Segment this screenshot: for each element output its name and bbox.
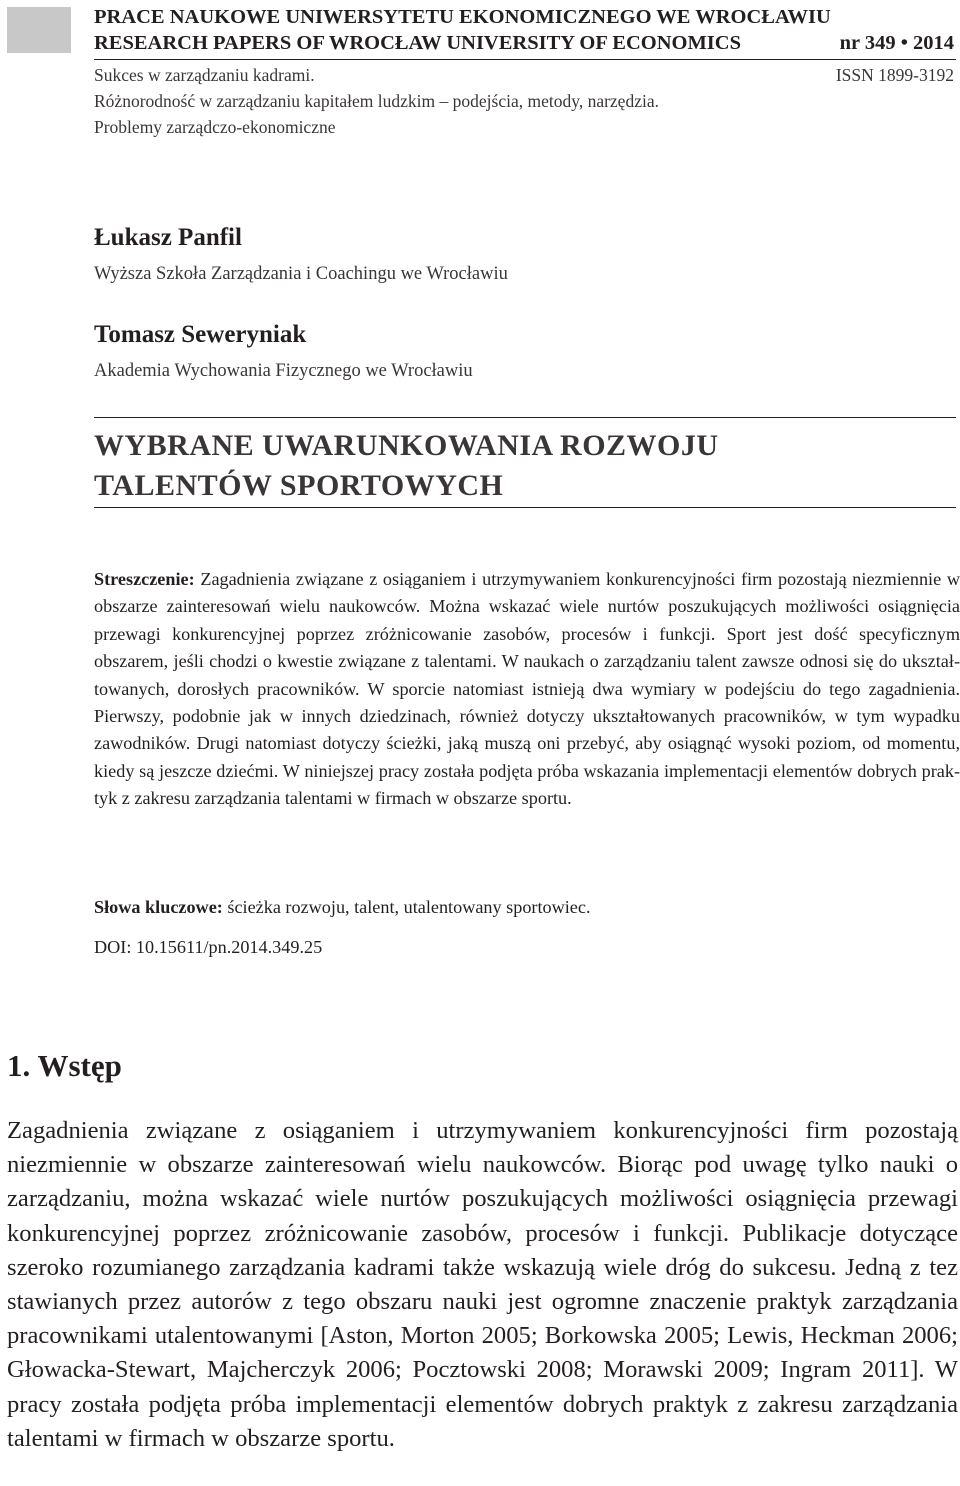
doi: DOI: 10.15611/pn.2014.349.25 bbox=[94, 937, 323, 957]
author-name-2: Tomasz Seweryniak bbox=[94, 321, 307, 348]
series-info bbox=[94, 62, 956, 140]
keywords bbox=[94, 894, 960, 921]
article-title-line-1: WYBRANE UWARUNKOWANIA ROZWOJU bbox=[94, 429, 719, 462]
journal-name bbox=[94, 4, 956, 56]
abstract-text: Zagadnienia związane z osiąganiem i utrzymywaniem konkurencyjności firm pozostają niezmiennie w obszarze zainteresowań wielu naukowców. Można wskazać wiele nurtów poszukujących możliwości osiągnięcia przewagi konkurencyjnej poprzez zróżnicowanie zasobów, procesów i funkcji. Sport jest dość specyficznym obszarem, jeśli chodzi o kwestie związane z talentami. W naukach o zarządzaniu talent zawsze odnosi się do ukształtowanych, dorosłych pracowników. W sporcie natomiast istnieją dwa wymiary w podejściu do tego zagadnienia. Pierwszy, podobnie jak w innych dziedzinach, również dotyczy ukształtowanych pracowników, w tym wypadku zawodników. Drugi natomiast dotyczy ścieżki, jaką muszą oni przebyć, aby osiągnąć wysoki poziom, od momentu, kiedy są jeszcze dziećmi. W niniejszej pracy została podjęta próba wskazania implementacji elementów dobrych praktyk z zakresu zarządzania talentami w firmach w obszarze sportu. bbox=[94, 569, 960, 809]
series-line-1: Sukces w zarządzaniu kadrami. bbox=[94, 65, 315, 85]
abstract bbox=[94, 566, 960, 813]
article-title-line-2: TALENTÓW SPORTOWYCH bbox=[94, 469, 504, 502]
journal-name-pl: PRACE NAUKOWE UNIWERSYTETU EKONOMICZNEGO WE WROCŁAWIU bbox=[94, 6, 831, 28]
keywords-label: Słowa kluczowe: bbox=[94, 897, 223, 917]
body-paragraph: Zagadnienia związane z osiąganiem i utrzymywaniem konkurencyjności firm pozostają niezmiennie w obszarze zainteresowań wielu naukowców. Biorąc pod uwagę tylko nauki o zarządzaniu, można wskazać wiele nurtów poszukujących możliwości osiągnięcia przewagi konkurencyjnej poprzez zróżnicowanie zasobów, procesów i funkcji. Publikacje dotyczące szeroko rozumianego zarządzania kadrami także wskazują wiele dróg do sukcesu. Jedną z tez stawianych przez autorów z tego obszaru nauki jest ogromne znaczenie praktyk zarządzania pracownikami utalentowanymi [Aston, Morton 2005; Borkowska 2005; Lewis, Heckman 2006; Głowacka-Stewart, Majcherczyk 2006; Pocztowski 2008; Morawski 2009; Ingram 2011]. W pracy została podjęta próba implementacji elementów dobrych praktyk z zakresu zarządzania talentami w firmach w obszarze sportu. bbox=[7, 1117, 958, 1452]
author-affiliation-2: Akademia Wychowania Fizycznego we Wrocławiu bbox=[94, 361, 473, 381]
keywords-text: ścieżka rozwoju, talent, utalentowany sportowiec. bbox=[227, 897, 591, 917]
author-affiliation-1: Wyższa Szkoła Zarządzania i Coachingu we Wrocławiu bbox=[94, 264, 508, 284]
header-gray-box bbox=[7, 7, 71, 53]
author-name-1: Łukasz Panfil bbox=[94, 224, 242, 251]
abstract-label: Streszczenie: bbox=[94, 569, 195, 589]
journal-name-en-row bbox=[94, 30, 956, 56]
series-line-2: Różnorodność w zarządzaniu kapitałem ludzkim – podejścia, metody, narzędzia. bbox=[94, 91, 659, 111]
issn: ISSN 1899-3192 bbox=[835, 65, 954, 85]
journal-name-en: RESEARCH PAPERS OF WROCŁAW UNIVERSITY OF ECONOMICS bbox=[94, 32, 741, 54]
section-heading: 1. Wstęp bbox=[7, 1048, 122, 1083]
article-title bbox=[94, 426, 956, 506]
issue-number: nr 349 • 2014 bbox=[839, 32, 954, 54]
header-rule bbox=[94, 59, 956, 60]
series-line-3: Problemy zarządczo-ekonomiczne bbox=[94, 117, 336, 137]
title-rule-top bbox=[94, 417, 956, 418]
title-rule-bottom bbox=[94, 507, 956, 508]
